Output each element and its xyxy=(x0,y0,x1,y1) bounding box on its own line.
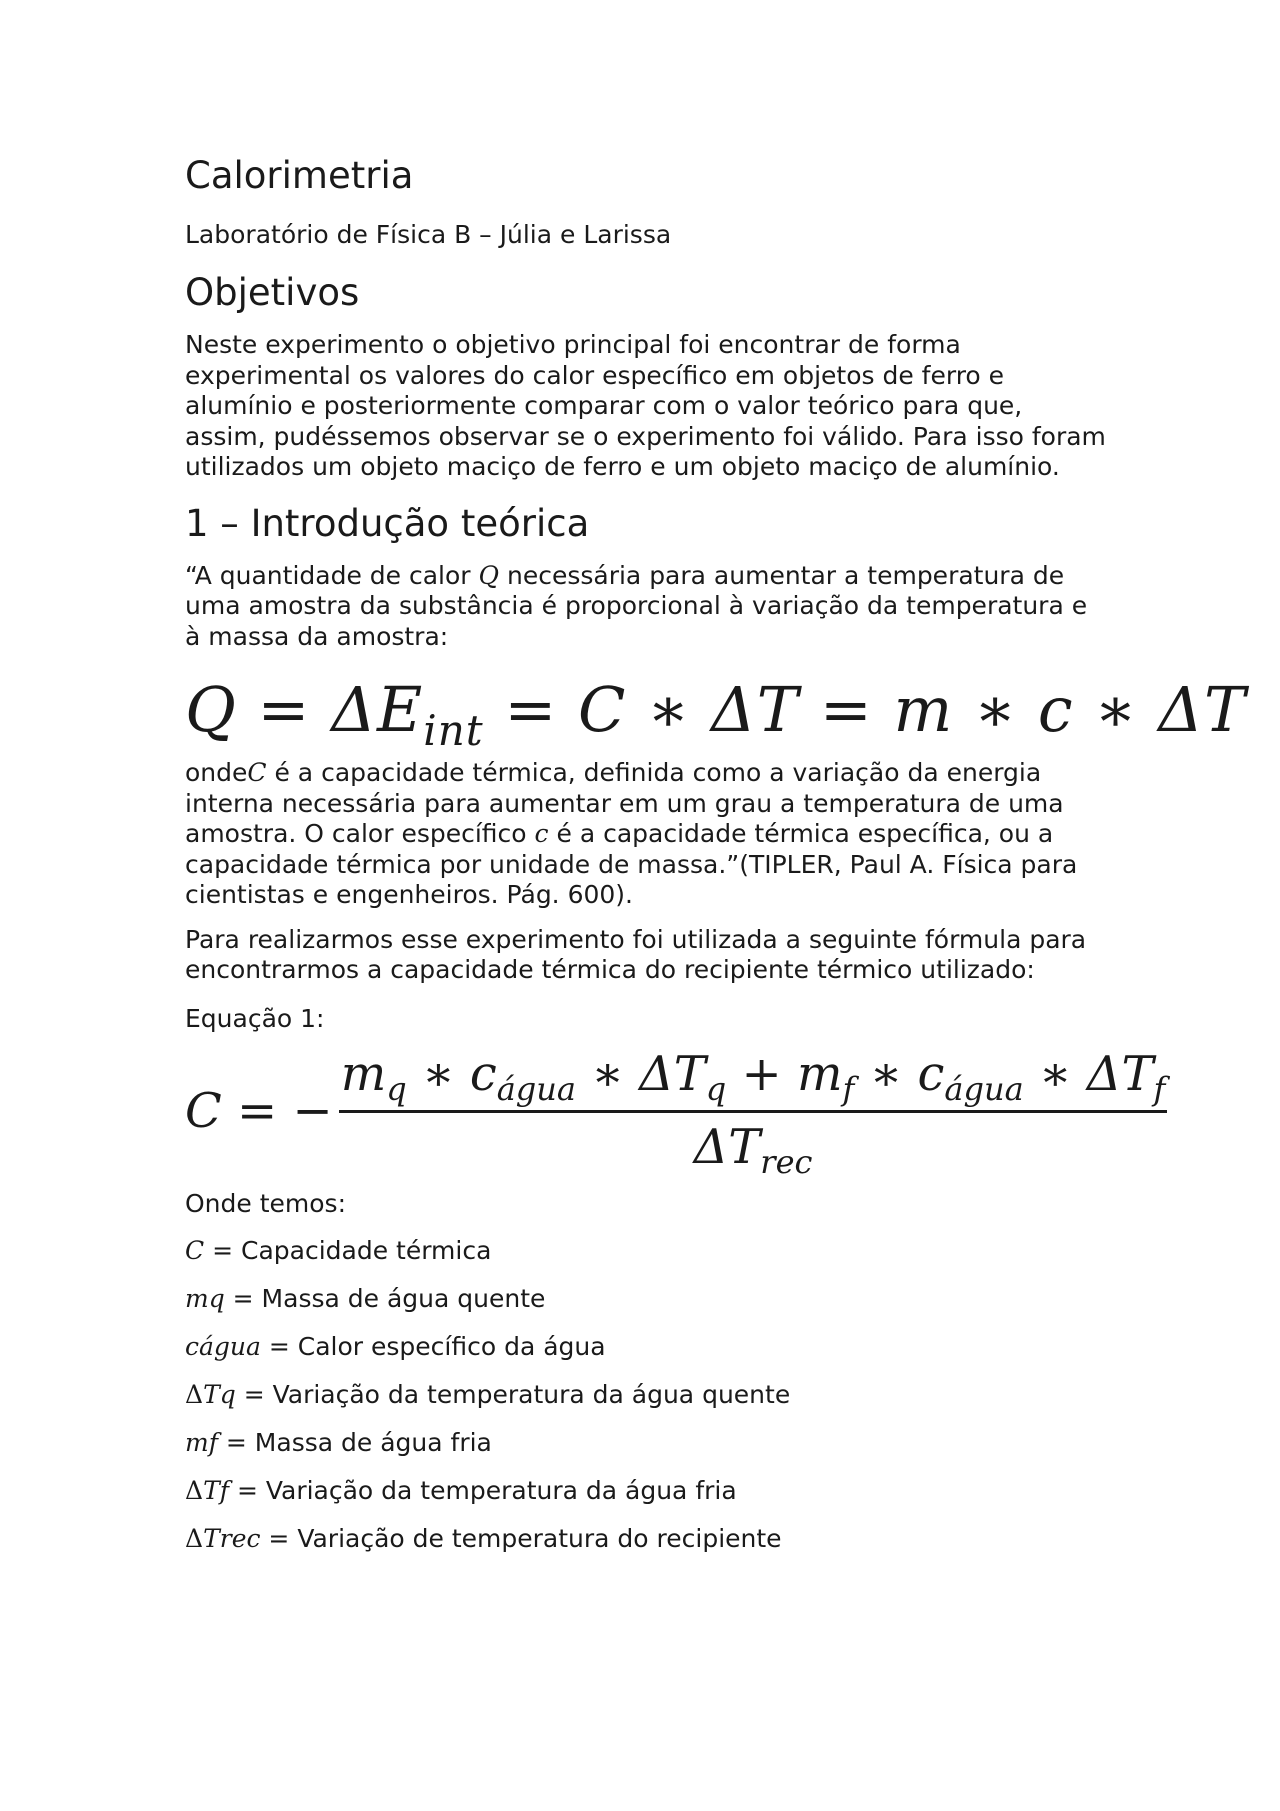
def-desc: = Capacidade térmica xyxy=(204,1235,492,1265)
formula-paragraph: Para realizarmos esse experimento foi utilizada a seguinte fórmula para encontrarmos a capacidade térmica do recipiente térmico utilizado: xyxy=(185,924,1087,984)
def-symbol: mf xyxy=(185,1427,218,1457)
eq1-m-q: m xyxy=(340,1046,387,1102)
eq1-plus: + xyxy=(726,1046,798,1102)
def-delta: Δ xyxy=(185,1523,204,1553)
eq-q: Q xyxy=(185,673,237,746)
intro-heading: 1 – Introdução teórica xyxy=(185,501,590,545)
onde-paragraph xyxy=(185,758,1110,911)
eq-equals-3: = xyxy=(799,673,894,746)
eq-delta-t-1: ΔT xyxy=(711,673,800,746)
definitions-list xyxy=(185,1236,1110,1554)
eq1-star-2: ∗ xyxy=(575,1046,640,1102)
eq1-sub-agua-2: água xyxy=(944,1070,1024,1108)
def-desc: = Calor específico da água xyxy=(260,1331,606,1361)
eq-delta-t-2: ΔT xyxy=(1158,673,1247,746)
def-desc: = Variação da temperatura da água fria xyxy=(229,1475,737,1505)
eq1-denominator xyxy=(693,1113,813,1181)
definition-item xyxy=(185,1476,1110,1506)
eq1-den-delta-t: ΔT xyxy=(693,1119,761,1175)
eq1-sub-f-2: f xyxy=(1153,1070,1166,1108)
eq1-lhs: C = − xyxy=(185,1082,333,1139)
eq-star-2: ∗ xyxy=(953,673,1038,746)
onde-word: onde xyxy=(185,758,248,787)
eq-m: m xyxy=(893,673,954,746)
eq1-star-4: ∗ xyxy=(1023,1046,1087,1102)
def-desc: = Massa de água fria xyxy=(217,1427,492,1457)
def-symbol: mq xyxy=(185,1283,225,1313)
eq-star-1: ∗ xyxy=(626,673,712,746)
objectives-paragraph: Neste experimento o objetivo principal foi encontrar de forma experimental os valores do calor específico em objetos de ferro e alumínio e posteriormente comparar com o valor teórico para que, assim, pudéssemos observar se o experimento foi válido. Para isso foram utilizados um objeto maciço de ferro e um objeto maciço de alumínio. xyxy=(185,330,1106,481)
eq1-star-3: ∗ xyxy=(854,1046,918,1102)
eq1-numerator xyxy=(339,1044,1168,1113)
objectives-heading: Objetivos xyxy=(185,271,360,314)
eq-sub-int: int xyxy=(423,706,484,755)
def-symbol: Tq xyxy=(203,1379,236,1409)
document-page xyxy=(185,152,1247,1554)
def-symbol: Trec xyxy=(203,1523,261,1553)
eq1-fraction xyxy=(339,1044,1168,1181)
quote-var-q: Q xyxy=(478,560,500,590)
eq1-sub-rec: rec xyxy=(760,1143,813,1181)
eq-equals-2: = xyxy=(483,673,579,746)
onde-var-c-small: c xyxy=(534,819,549,848)
definition-item xyxy=(185,1332,1110,1362)
def-symbol: C xyxy=(185,1235,205,1265)
eq-star-3: ∗ xyxy=(1073,673,1159,746)
quote-text-rest: necessária para aumentar a temperatura de uma amostra da substância é proporcional à variação da temperatura e à massa da amostra: xyxy=(185,560,1088,651)
eq1-c-1: c xyxy=(469,1046,497,1102)
onde-var-c: C xyxy=(247,758,267,787)
definition-item xyxy=(185,1428,1110,1458)
onde-text-2: é a capacidade térmica específica, ou a capacidade térmica por unidade de massa.”(TIPLER, Paul A. Física para cientistas e engenheiros. Pág. 600). xyxy=(185,819,1078,909)
definition-item xyxy=(185,1380,1110,1410)
document-subtitle: Laboratório de Física B – Júlia e Larissa xyxy=(185,220,672,249)
definition-item xyxy=(185,1524,1110,1554)
intro-quote-paragraph xyxy=(185,561,1110,653)
eq1-sub-agua-1: água xyxy=(496,1070,576,1108)
eq1-sub-f: f xyxy=(842,1070,855,1108)
onde-text-1: é a capacidade térmica, definida como a variação da energia interna necessária para aumentar em um grau a temperatura de uma amostra. O calor específico xyxy=(185,758,1064,848)
def-symbol: Tf xyxy=(203,1475,229,1505)
onde-temos: Onde temos: xyxy=(185,1189,346,1218)
definition-item xyxy=(185,1236,1110,1266)
def-desc: = Variação da temperatura da água quente xyxy=(235,1379,791,1409)
eq1-m-f: m xyxy=(797,1046,843,1102)
main-equation xyxy=(185,670,1247,755)
eq-c: C xyxy=(578,673,627,746)
eq1-sub-q: q xyxy=(386,1070,407,1108)
document-title: Calorimetria xyxy=(185,154,414,197)
quote-text-start: “A quantidade de calor xyxy=(185,560,479,590)
def-desc: = Massa de água quente xyxy=(224,1283,546,1313)
eq1-c-2: c xyxy=(917,1046,945,1102)
eq1-delta-t-f: ΔT xyxy=(1086,1046,1154,1102)
def-delta: Δ xyxy=(185,1379,204,1409)
eq1-delta-t-q: ΔT xyxy=(639,1046,706,1102)
def-delta: Δ xyxy=(185,1475,204,1505)
eq-equals-1: = xyxy=(236,673,332,746)
definition-item xyxy=(185,1284,1110,1314)
eq1-sub-q-2: q xyxy=(705,1070,727,1108)
equation-label: Equação 1: xyxy=(185,1003,325,1033)
eq-delta-e: ΔE xyxy=(331,673,424,746)
eq1-star-1: ∗ xyxy=(406,1046,470,1102)
def-desc: = Variação de temperatura do recipiente xyxy=(260,1523,782,1553)
eq-c-small: c xyxy=(1037,673,1074,746)
def-symbol: cágua xyxy=(185,1331,261,1361)
